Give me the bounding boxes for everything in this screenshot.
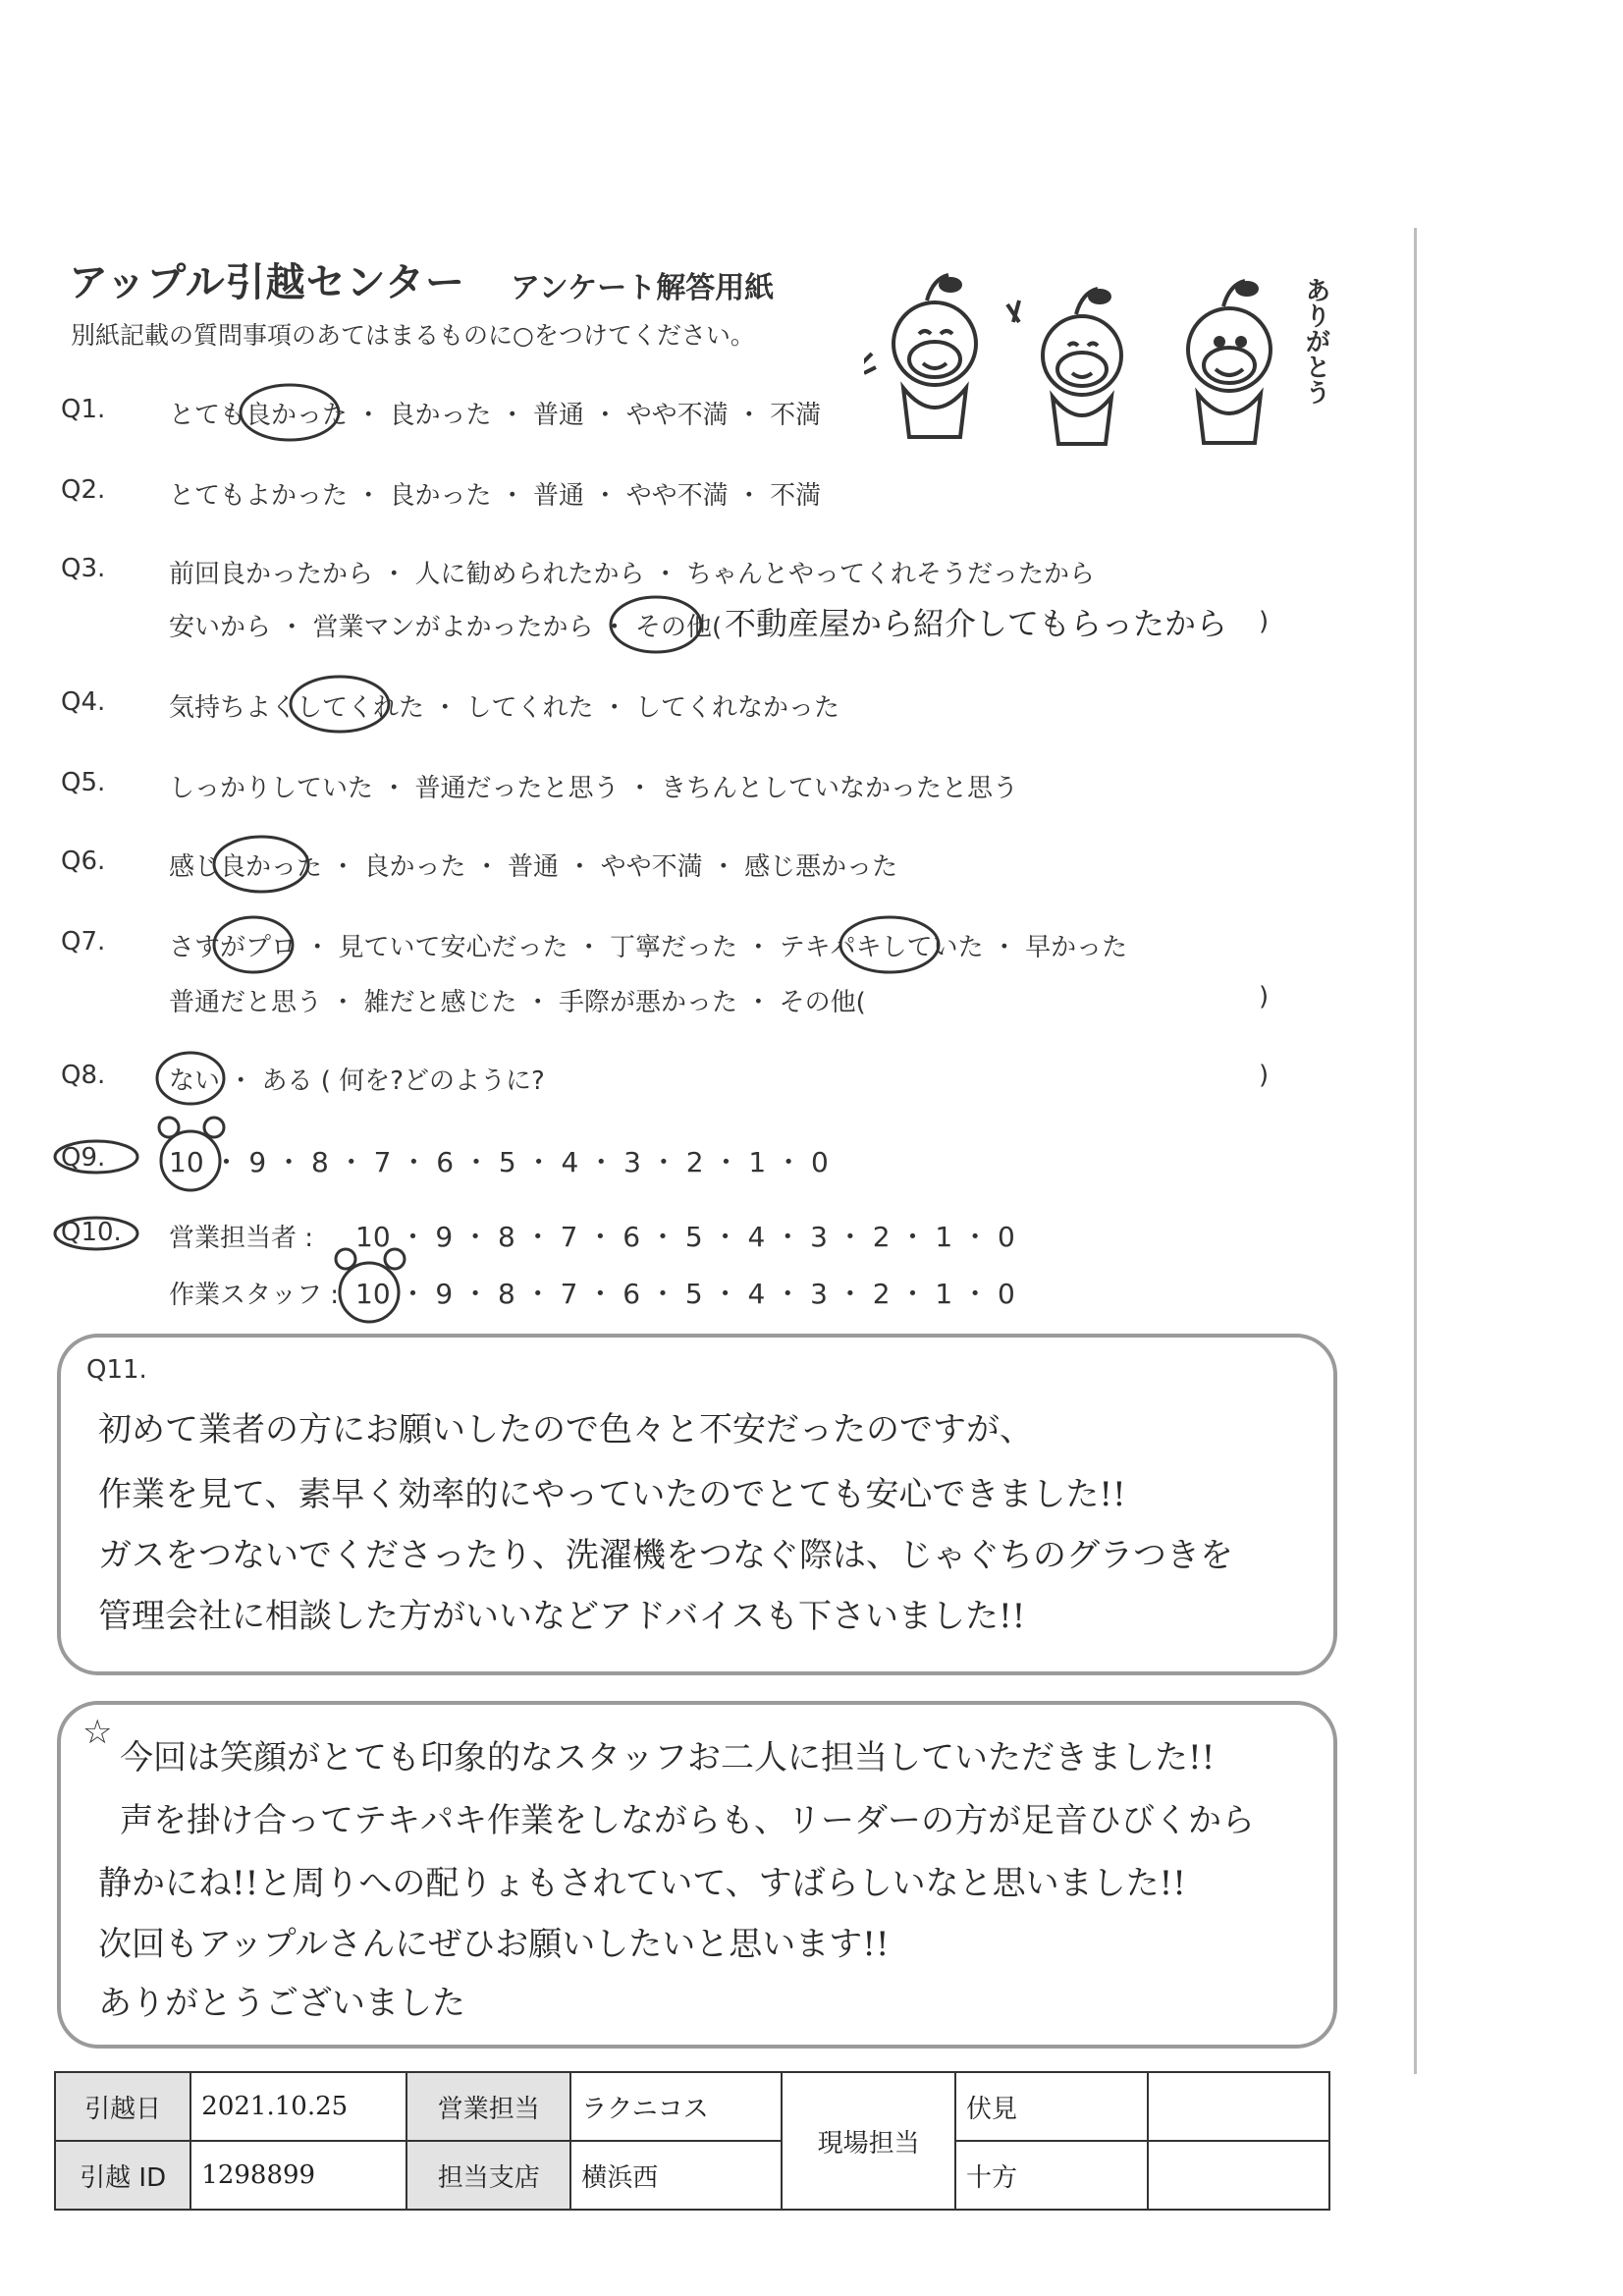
free-comment-line-1: 今回は笑顔がとても印象的なスタッフお二人に担当していただきました!! <box>120 1738 1216 1777</box>
q6-label: Q6. <box>61 847 106 876</box>
q3-other-answer: 不動産屋から紹介してもらったから <box>725 605 1228 642</box>
free-comment-line-3: 静かにね!!と周りへの配りょもされていて、すばらしいなと思いました!! <box>98 1864 1186 1903</box>
instruction-text: 別紙記載の質問事項のあてはまるものに○をつけてください。 <box>71 321 755 350</box>
q3-options-line2: 安いから ・ 営業マンがよかったから ・ その他( <box>169 613 723 642</box>
site-staff-empty-2 <box>1148 2141 1329 2210</box>
q3-label: Q3. <box>61 554 106 583</box>
move-date-label: 引越日 <box>55 2072 190 2141</box>
branch-value: 横浜西 <box>570 2141 782 2210</box>
sales-value: ラクニコス <box>570 2072 782 2141</box>
page-edge-rule <box>1414 228 1417 2074</box>
monkey-mascot-1 <box>864 275 976 437</box>
branch-label: 担当支店 <box>406 2141 570 2210</box>
q3-close-paren: ) <box>1259 607 1270 636</box>
q10-staff-label: 作業スタッフ : <box>169 1281 340 1310</box>
q10-label: Q10. <box>61 1218 122 1247</box>
q11-line-3: ガスをつないでくださったり、洗濯機をつなぐ際は、じゃぐちのグラつきを <box>98 1536 1233 1575</box>
sales-label: 営業担当 <box>406 2072 570 2141</box>
q8-label: Q8. <box>61 1061 106 1090</box>
brand-title: アップル引越センター <box>69 260 465 305</box>
q7-close-paren: ) <box>1259 982 1270 1011</box>
monkey-mascots-illustration <box>864 265 1325 452</box>
move-info-table <box>54 2071 1330 2211</box>
monkey-mascot-3 <box>1188 281 1271 443</box>
q2-options: とてもよかった ・ 良かった ・ 普通 ・ やや不満 ・ 不満 <box>169 481 822 511</box>
free-comment-line-5: ありがとうございました <box>98 1984 465 2023</box>
move-id-value: 1298899 <box>190 2141 406 2210</box>
q5-label: Q5. <box>61 768 106 797</box>
site-staff-1: 伏見 <box>955 2072 1148 2141</box>
monkey-mascot-2 <box>1007 289 1121 444</box>
q10-sales-label: 営業担当者 : <box>169 1224 314 1253</box>
q10-sales-rating-scale: 10 ・ 9 ・ 8 ・ 7 ・ 6 ・ 5 ・ 4 ・ 3 ・ 2 ・ 1 ・ 0 <box>355 1221 1015 1253</box>
free-comment-line-2: 声を掛け合ってテキパキ作業をしながらも、リーダーの方が足音ひびくから <box>120 1801 1255 1840</box>
site-staff-label: 現場担当 <box>782 2072 955 2210</box>
free-comment-line-4: 次回もアップルさんにぜひお願いしたいと思います!! <box>98 1925 890 1964</box>
q11-label: Q11. <box>86 1355 147 1385</box>
site-staff-empty-1 <box>1148 2072 1329 2141</box>
q11-line-1: 初めて業者の方にお願いしたので色々と不安だったのですが、 <box>98 1410 1033 1449</box>
q9-ear-right <box>204 1118 224 1137</box>
q9-ear-left <box>159 1118 179 1137</box>
q5-options: しっかりしていた ・ 普通だったと思う ・ きちんとしていなかったと思う <box>169 774 1019 803</box>
q10-ear-left <box>336 1249 355 1269</box>
q11-line-2: 作業を見て、素早く効率的にやっていたのでとても安心できました!! <box>98 1475 1126 1514</box>
q4-label: Q4. <box>61 687 106 717</box>
q8-options: ない ・ ある ( 何を?どのように? <box>169 1066 545 1096</box>
q8-close-paren: ) <box>1259 1061 1270 1090</box>
q11-line-4: 管理会社に相談した方がいいなどアドバイスも下さいました!! <box>98 1597 1026 1636</box>
star-icon: ☆ <box>82 1713 113 1752</box>
q1-options: とても良かった ・ 良かった ・ 普通 ・ やや不満 ・ 不満 <box>169 401 822 430</box>
q7-options-line2: 普通だと思う ・ 雑だと感じた ・ 手際が悪かった ・ その他( <box>169 988 866 1017</box>
thanks-text: ありがとう <box>1301 277 1330 405</box>
move-id-label: 引越 ID <box>55 2141 190 2210</box>
q3-options-line1: 前回良かったから ・ 人に勧められたから ・ ちゃんとやってくれそうだったから <box>169 560 1096 589</box>
q6-options: 感じ良かった ・ 良かった ・ 普通 ・ やや不満 ・ 感じ悪かった <box>169 852 898 882</box>
q10-staff-rating-scale: 10 ・ 9 ・ 8 ・ 7 ・ 6 ・ 5 ・ 4 ・ 3 ・ 2 ・ 1 ・ 0 <box>355 1278 1015 1310</box>
q1-label: Q1. <box>61 395 106 424</box>
q9-rating-scale: 10 ・ 9 ・ 8 ・ 7 ・ 6 ・ 5 ・ 4 ・ 3 ・ 2 ・ 1 ・ 0 <box>169 1146 829 1178</box>
q2-label: Q2. <box>61 475 106 505</box>
q9-label: Q9. <box>61 1143 106 1173</box>
site-staff-2: 十方 <box>955 2141 1148 2210</box>
form-subtitle: アンケート解答用紙 <box>511 271 775 305</box>
q4-options: 気持ちよくしてくれた ・ してくれた ・ してくれなかった <box>169 693 840 723</box>
move-date-value: 2021.10.25 <box>190 2072 406 2141</box>
q7-label: Q7. <box>61 927 106 957</box>
q7-options-line1: さすがプロ ・ 見ていて安心だった ・ 丁寧だった ・ テキパキしていた ・ 早かった <box>169 933 1128 962</box>
